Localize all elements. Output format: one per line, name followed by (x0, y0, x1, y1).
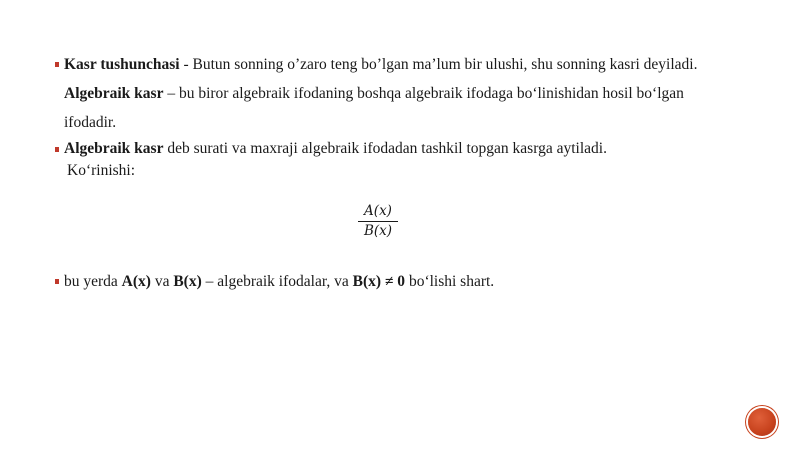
expression-a: A(x) (121, 273, 151, 290)
bullet-icon (55, 279, 59, 284)
term-bold: Algebraik kasr (64, 85, 164, 102)
text-line (64, 108, 760, 137)
term-bold: Algebraik kasr (64, 140, 164, 157)
definition-text: ifodadir. (64, 114, 117, 131)
condition-text: bu yerda (64, 273, 122, 290)
condition-text: bo‘lishi shart. (405, 273, 495, 290)
bullet-icon (55, 62, 59, 67)
condition-text: – algebraik ifodalar, va (201, 273, 353, 290)
fraction-numerator: A(x) (364, 203, 392, 219)
text-line (64, 267, 760, 296)
definition-text: deb surati va maxraji algebraik ifodadan tashkil topgan kasrga aytiladi. (163, 140, 607, 157)
circle-button-icon[interactable] (748, 408, 776, 436)
expression-b: B(x) (173, 273, 202, 290)
text-line (64, 160, 760, 182)
fraction-bar (358, 221, 398, 222)
korinishi-label: Ko‘rinishi: (67, 162, 136, 179)
definition-text: – bu biror algebraik ifodaning boshqa algebraik ifodaga bo‘linishidan hosil bo‘lgan (163, 85, 684, 102)
fraction-formula (358, 203, 398, 240)
bullet-text (64, 267, 760, 296)
bullet-text (64, 50, 760, 137)
text-line (64, 79, 760, 108)
nonzero-condition: B(x) ≠ 0 (352, 273, 406, 290)
text-line (64, 50, 760, 79)
definition-text: - Butun sonning o’zaro teng bo’lgan ma’lum bir ulushi, shu sonning kasri deyiladi. (179, 56, 698, 73)
term-bold: Kasr tushunchasi (64, 56, 180, 73)
fraction-denominator: B(x) (363, 223, 393, 239)
text-line (64, 138, 760, 160)
condition-text: va (150, 273, 174, 290)
bullet-text (64, 138, 760, 182)
bullet-icon (55, 147, 59, 152)
